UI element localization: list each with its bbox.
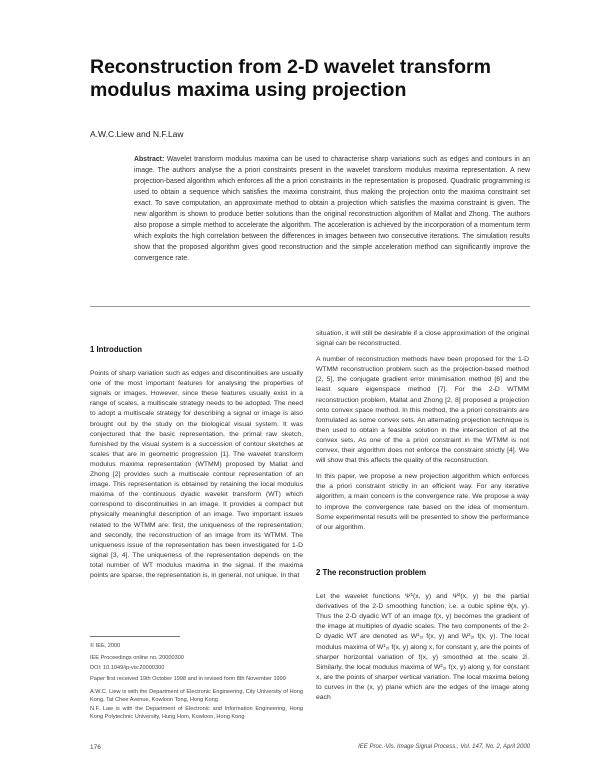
paper-title: Reconstruction from 2-D wavelet transform modulus maxima using projection [90, 56, 491, 101]
footnote-affiliation-1: A.W.C. Liew is with the Department of Electronic Engineering, City University of Hong Kong, Tat Chee Avenue, Kowloon Tong, Hong Kong [90, 689, 303, 703]
section-heading-introduction: 1 Introduction [90, 345, 142, 354]
footnote-doi: DOI: 10.1049/ip-vis:20000300 [90, 665, 165, 671]
footnote-affiliation-2: N.F. Law is with the Department of Electronic and Information Engineering, Hong Kong Polytechnic University, Hung Hom, Kowloon, Hong Kong [90, 706, 303, 720]
abstract [134, 154, 530, 264]
intro-paragraph-3: A number of reconstruction methods have been proposed for the 1-D WTMM reconstruction problem such as the projection-based method [2, 5], the conjugate gradient error minimisation method [6] and the least square eigenspace method [7]. For the 2-D WTMM reconstruction problem, Mallat and Zhong [2, 8] proposed a projection onto convex space method. In this method, the a priori constraints are formulated as some convex sets. An alternating projection technique is then used to obtain a feasible solution in the intersection of all the convex sets. As one of the a priori constraint in the WTMM is not convex, their algorithm does not enforce the constraint strictly [4]. We will show that this affects the quality of the reconstruction. [316, 356, 529, 465]
abstract-label: Abstract: [134, 156, 165, 163]
intro-paragraph-1: Points of sharp variation such as edges and discontinuities are usually one of the most important features for analysing the properties of signals or images. However, since these features usually exist in a range of scales, a multiscale strategy needs to be adopted. The need to adopt a multiscale strategy for describing a signal or image is also brought out by the study on the biological visual system. It was conjectured that the basic representation, the primal raw sketch, furnished by the visual system is a succession of contour sketches at scales that are in geometric progression [1]. The wavelet transform modulus maxima representation (WTMM) proposed by Mallat and Zhong [2] provides such a multiscale contour representation of an image. This representation is obtained by retaining the local modulus maxima of the continuous dyadic wavelet transform (WT) which correspond to discontinuities in an image. It provides a compact but physically meaningful description of an image. Two important issues related to the WTMM are: first, the uniqueness of the representation; and secondly, the reconstruction of an image from its WTMM. The uniqueness issue of the representation has been investigated for 1-D signal [3, 4]. The uniqueness of the representation depends on the total number of WT modulus maxima in the signal. If the maxima points are sparse, the representation is, in general, not unique. In that [90, 370, 303, 579]
footnote-copyright: © IEE, 2000 [90, 643, 121, 649]
page-number: 176 [90, 744, 101, 751]
abstract-divider [90, 306, 530, 307]
section2-paragraph-1: Let the wavelet functions Ψ¹(x, y) and Ψ²(x, y) be the partial derivatives of the 2-D smoothing function, i.e. a cubic spline θ(x, y). Thus the 2-D dyadic WT of an image f(x, y) becomes the gradient of the image at multiples of dyadic scales. The two components of the 2-D dyadic WT are denoted as W¹₂ⱼ f(x, y) and W²₂ⱼ f(x, y). The local modulus maxima of W¹₂ⱼ f(x, y) along x, for constant y, are the points of sharper horizontal variation of f(x, y) smoothed at the scale 2ʲ. Similarly, the local modulus maxima of W²₂ⱼ f(x, y) along y, for constant x, are the points of sharper vertical variation. The local maxima belong to curves in the (x, y) plane which are the edges of the image along each [316, 593, 529, 702]
intro-paragraph-2: situation, it will still be desirable if a close approximation of the original signal can be reconstructed. [316, 330, 529, 348]
abstract-text: Wavelet transform modulus maxima can be used to characterise sharp variations such as edges and contours in an image. The authors analyse the a priori constraints present in the wavelet transform modulus maxima representation. A new projection-based algorithm which enforces all the a priori constraints in the representation is proposed. Quadratic programming is used to obtain a sequence which satisfies the maxima constraint, thus making the projection onto the maxima constraint set exact. To save computation, an approximate method to obtain a projection which satisfies the maxima constraint is given. The new algorithm is shown to produce better solutions than the original reconstruction algorithm of Mallat and Zhong. The authors also propose a simple method to accelerate the algorithm. The acceleration is achieved by the incorporation of a momentum term which exploits the high correlation between the differences in images between two consecutive iterations. The simulation results show that the proposed algorithm gives good reconstruction and the simple acceleration method can significantly improve the convergence rate. [134, 156, 530, 262]
journal-citation: IEE Proc.-Vis. Image Signal Process., Vol. 147, No. 2, April 2000 [358, 744, 530, 750]
paper-authors: A.W.C.Liew and N.F.Law [90, 129, 184, 139]
left-column [90, 345, 303, 581]
right-column-section-2 [316, 568, 529, 703]
footnote-divider [90, 636, 180, 637]
intro-paragraph-4: In this paper, we propose a new projection algorithm which enforces the a priori constraint strictly in an efficient way. For any iterative algorithm, a main concern is the convergence rate. We propose a way to improve the convergence rate based on the idea of momentum. Some experimental results will be presented to show the performance of our algorithm. [316, 473, 529, 531]
footnote-received: Paper first received 19th October 1998 and in revised form 8th November 1999 [90, 676, 286, 682]
footnote-iee-online: IEE Proceedings online no. 20000300 [90, 655, 184, 661]
section-heading-reconstruction: 2 The reconstruction problem [316, 568, 427, 577]
right-column [316, 329, 529, 533]
